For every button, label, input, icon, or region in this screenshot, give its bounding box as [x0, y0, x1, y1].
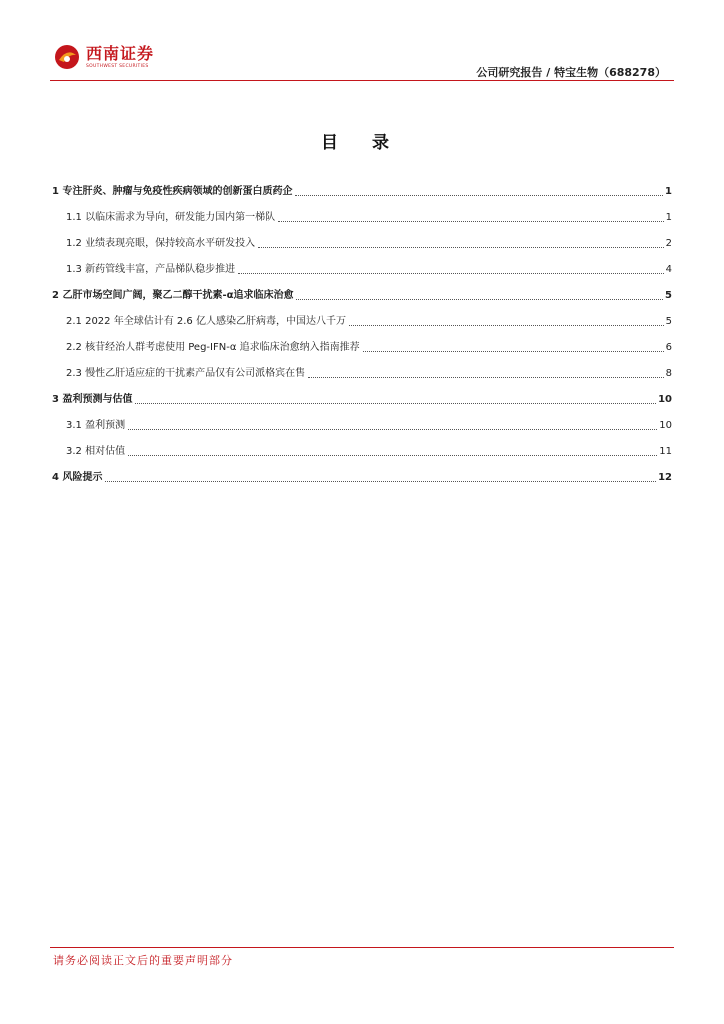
toc-entry-label: 3.2 相对估值: [66, 446, 126, 457]
toc-entry-page: 5: [665, 316, 672, 327]
toc-leader-dots: [295, 195, 663, 196]
toc-entry[interactable]: [52, 172, 672, 198]
toc-entry-page: 1: [665, 186, 672, 197]
toc-entry[interactable]: [52, 302, 672, 328]
toc-entry-label: 2 乙肝市场空间广阔，聚乙二醇干扰素-α追求临床治愈: [52, 290, 294, 301]
toc-entry-label: 2.3 慢性乙肝适应症的干扰素产品仅有公司派格宾在售: [66, 368, 306, 379]
toc-entry[interactable]: [52, 328, 672, 354]
toc-entry[interactable]: [52, 198, 672, 224]
toc-entry-page: 4: [665, 264, 672, 275]
company-logo: [54, 44, 154, 70]
footer-divider: [50, 947, 674, 948]
toc-entry-label: 3 盈利预测与估值: [52, 394, 133, 405]
toc-entry-page: 8: [665, 368, 672, 379]
toc-entry-label: 1.2 业绩表现亮眼，保持较高水平研发投入: [66, 238, 256, 249]
toc-entry[interactable]: [52, 380, 672, 406]
table-of-contents: [52, 172, 672, 484]
toc-leader-dots: [105, 481, 656, 482]
toc-entry-page: 2: [665, 238, 672, 249]
logo-name-cn: 西南证券: [86, 43, 155, 63]
toc-entry-label: 4 风险提示: [52, 472, 103, 483]
toc-entry[interactable]: [52, 354, 672, 380]
toc-entry[interactable]: [52, 224, 672, 250]
header-divider: [50, 80, 674, 81]
toc-entry-page: 10: [658, 394, 672, 405]
toc-entry[interactable]: [52, 250, 672, 276]
toc-entry-label: 2.1 2022 年全球估计有 2.6 亿人感染乙肝病毒，中国达八千万: [66, 316, 346, 327]
toc-leader-dots: [278, 221, 664, 222]
toc-leader-dots: [258, 247, 664, 248]
toc-heading: 目 录: [321, 133, 403, 153]
toc-entry[interactable]: [52, 276, 672, 302]
toc-leader-dots: [363, 351, 664, 352]
toc-entry-page: 5: [665, 290, 672, 301]
toc-entry-label: 1 专注肝炎、肿瘤与免疫性疾病领域的创新蛋白质药企: [52, 186, 293, 197]
toc-entry-page: 12: [658, 472, 672, 483]
logo-emblem-icon: [54, 44, 80, 70]
logo-name-en: SOUTHWEST SECURITIES: [86, 63, 149, 69]
footer-disclaimer: 请务必阅读正文后的重要声明部分: [53, 954, 233, 967]
toc-leader-dots: [308, 377, 664, 378]
toc-entry[interactable]: [52, 432, 672, 458]
toc-entry-page: 6: [665, 342, 672, 353]
toc-leader-dots: [135, 403, 656, 404]
toc-entry-page: 10: [659, 420, 672, 431]
logo-text: [86, 43, 155, 69]
toc-leader-dots: [128, 429, 657, 430]
toc-entry-label: 3.1 盈利预测: [66, 420, 126, 431]
toc-leader-dots: [238, 273, 664, 274]
page-header: [50, 38, 674, 82]
toc-entry-label: 1.1 以临床需求为导向，研发能力国内第一梯队: [66, 212, 276, 223]
toc-entry[interactable]: [52, 406, 672, 432]
toc-leader-dots: [296, 299, 663, 300]
toc-leader-dots: [128, 455, 657, 456]
toc-entry-label: 2.2 核苷经治人群考虑使用 Peg-IFN-α 追求临床治愈纳入指南推荐: [66, 342, 360, 353]
toc-entry[interactable]: [52, 458, 672, 484]
report-title: 公司研究报告 / 特宝生物（688278）: [476, 66, 666, 79]
toc-entry-page: 1: [665, 212, 672, 223]
toc-leader-dots: [349, 325, 664, 326]
toc-entry-label: 1.3 新药管线丰富，产品梯队稳步推进: [66, 264, 236, 275]
toc-entry-page: 11: [659, 446, 672, 457]
